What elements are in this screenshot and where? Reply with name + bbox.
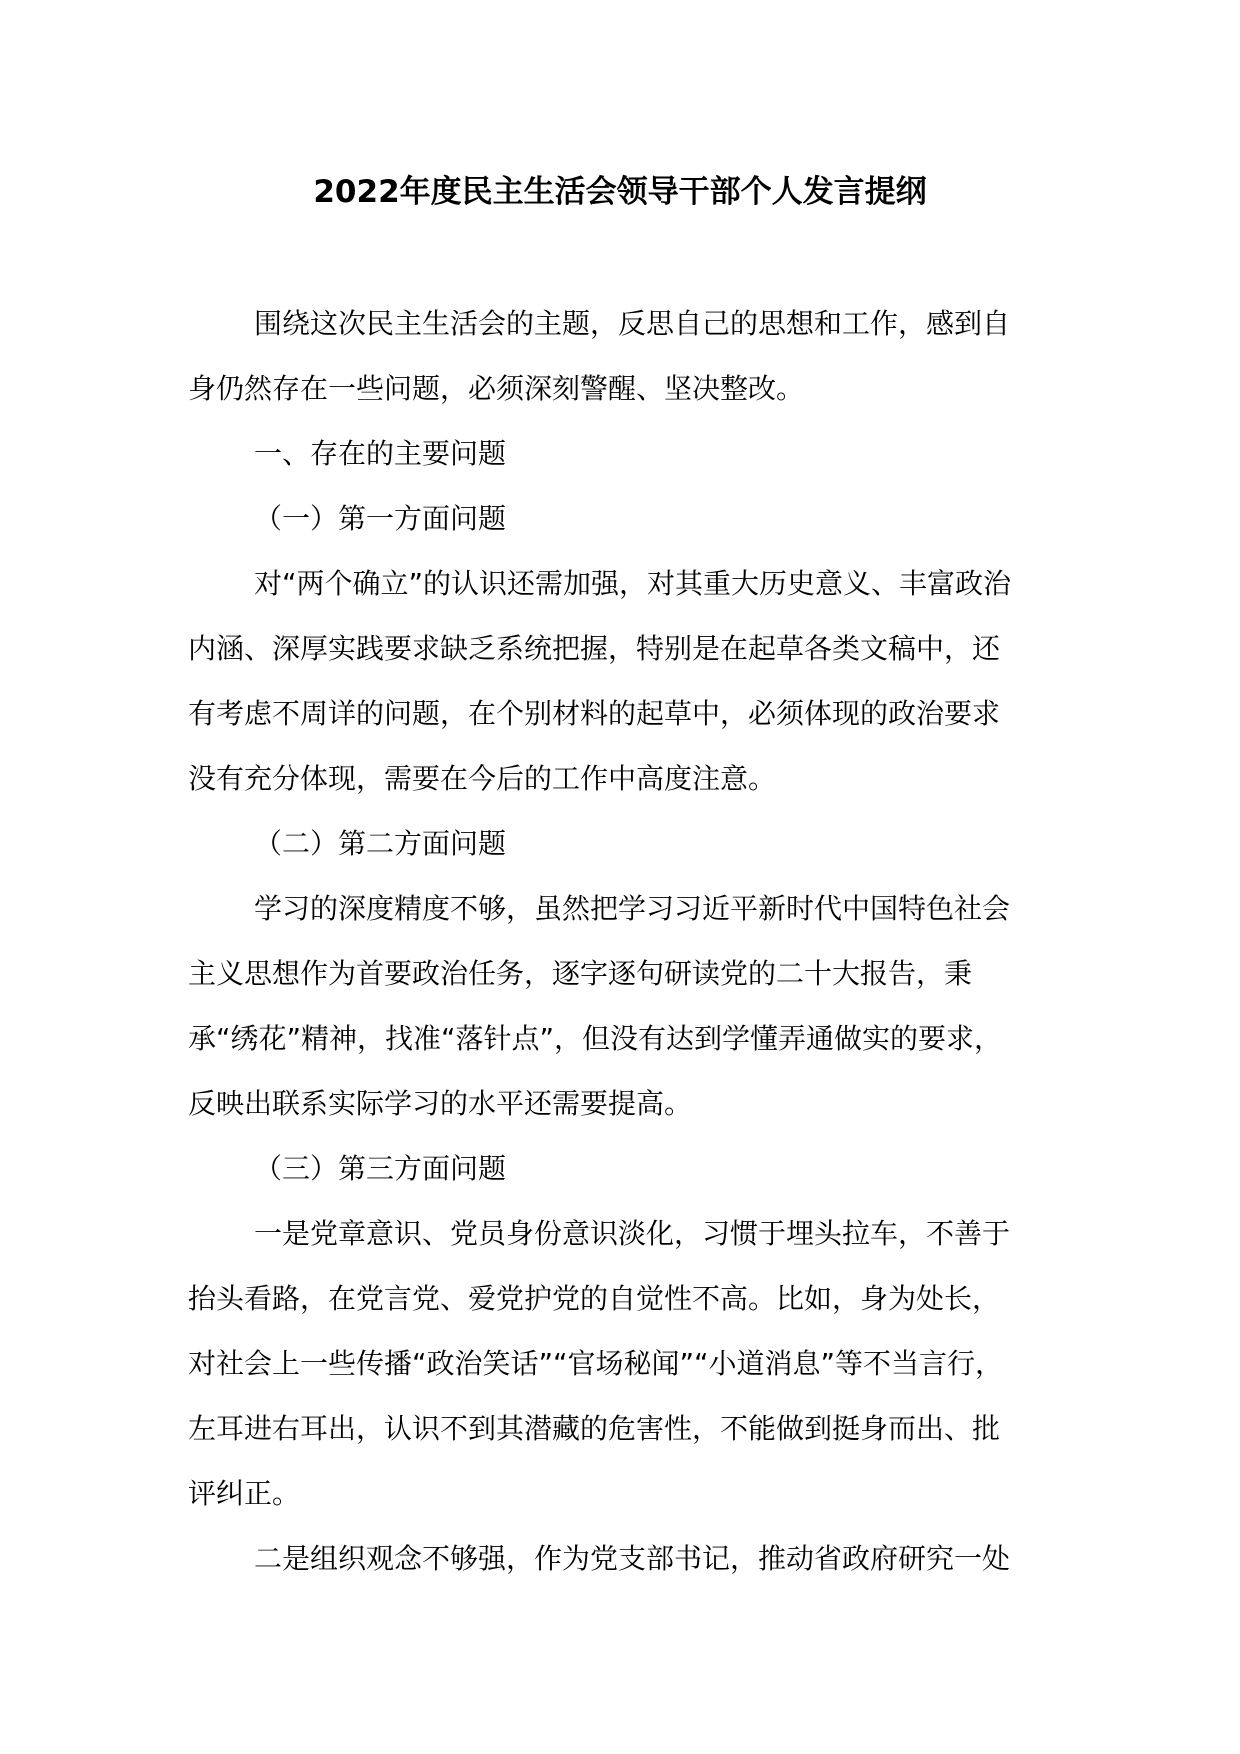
text-line: 二是组织观念不够强，作为党支部书记，推动省政府研究一处 bbox=[254, 1542, 1011, 1575]
text-line: 承“绣花”精神，找准“落针点”，但没有达到学懂弄通做实的要求， bbox=[188, 1022, 1003, 1055]
text-line: 对“两个确立”的认识还需加强，对其重大历史意义、丰富政治 bbox=[254, 567, 1012, 600]
paragraph-second-aspect bbox=[188, 889, 1058, 1149]
text-line: 对社会上一些传播“政治笑话”“官场秘闻”“小道消息”等不当言行， bbox=[188, 1347, 1004, 1380]
text-line: 抬头看路，在党言党、爱党护党的自觉性不高。比如，身为处长， bbox=[188, 1282, 1001, 1315]
text-line: 身仍然存在一些问题，必须深刻警醒、坚决整改。 bbox=[188, 372, 805, 405]
heading-text: （三）第三方面问题 bbox=[254, 1152, 507, 1185]
heading-text: （一）第一方面问题 bbox=[254, 502, 507, 535]
heading-text: （二）第二方面问题 bbox=[254, 827, 507, 860]
text-line: 内涵、深厚实践要求缺乏系统把握，特别是在起草各类文稿中，还 bbox=[188, 632, 1001, 665]
document-title: 2022年度民主生活会领导干部个人发言提纲 bbox=[313, 174, 927, 210]
text-line: 评纠正。 bbox=[188, 1477, 301, 1510]
document-body bbox=[188, 304, 1058, 1604]
paragraph-third-aspect-point-two bbox=[188, 1539, 1058, 1604]
section-heading-main-problems bbox=[188, 434, 1058, 499]
text-line: 左耳进右耳出，认识不到其潜藏的危害性，不能做到挺身而出、批 bbox=[188, 1412, 1001, 1445]
text-line: 反映出联系实际学习的水平还需要提高。 bbox=[188, 1087, 693, 1120]
heading-text: 一、存在的主要问题 bbox=[254, 437, 507, 470]
subheading-second-aspect bbox=[188, 824, 1058, 889]
text-line: 有考虑不周详的问题，在个别材料的起草中，必须体现的政治要求 bbox=[188, 697, 1001, 730]
text-line: 一是党章意识、党员身份意识淡化，习惯于埋头拉车，不善于 bbox=[254, 1217, 1011, 1250]
paragraph-third-aspect-point-one bbox=[188, 1214, 1058, 1539]
text-line: 围绕这次民主生活会的主题，反思自己的思想和工作，感到自 bbox=[254, 307, 1011, 340]
subheading-third-aspect bbox=[188, 1149, 1058, 1214]
paragraph-first-aspect bbox=[188, 564, 1058, 824]
subheading-first-aspect bbox=[188, 499, 1058, 564]
text-line: 主义思想作为首要政治任务，逐字逐句研读党的二十大报告，秉 bbox=[188, 957, 973, 990]
paragraph-intro bbox=[188, 304, 1058, 434]
text-line: 学习的深度精度不够，虽然把学习习近平新时代中国特色社会 bbox=[254, 892, 1011, 925]
text-line: 没有充分体现，需要在今后的工作中高度注意。 bbox=[188, 762, 777, 795]
